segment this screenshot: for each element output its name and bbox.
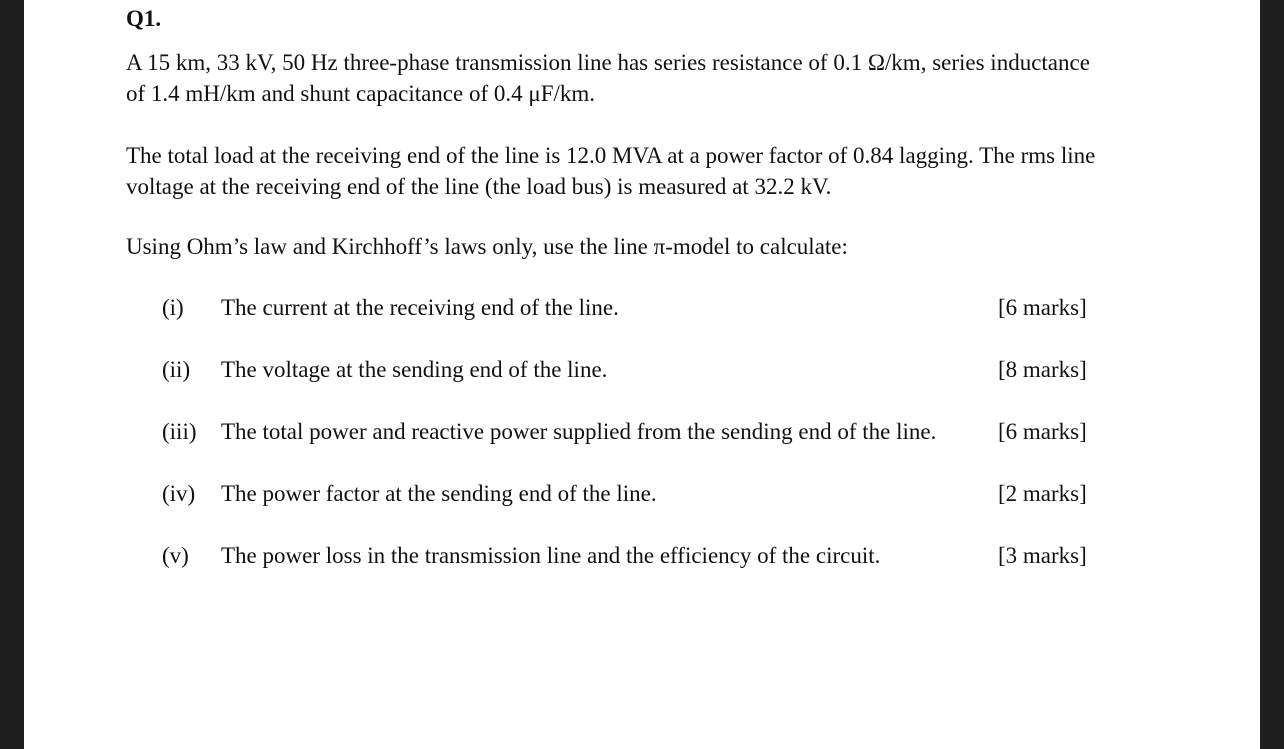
sub-question-text: The current at the receiving end of the line.: [221, 295, 619, 320]
paragraph-line: of 1.4 mH/km and shunt capacitance of 0.4 μF/km.: [126, 81, 596, 106]
line-specification-paragraph: [126, 47, 1166, 109]
sub-question-i: [126, 292, 1166, 323]
sub-question-marks: [8 marks]: [998, 357, 1087, 382]
document-page: [24, 0, 1260, 749]
paragraph-line: A 15 km, 33 kV, 50 Hz three-phase transmission line has series resistance of 0.1 Ω/km, series inductance: [126, 50, 1090, 75]
paragraph-line: voltage at the receiving end of the line (the load bus) is measured at 32.2 kV.: [126, 174, 832, 199]
sub-question-iii: [126, 416, 1166, 447]
question-title: Q1.: [126, 6, 162, 31]
sub-question-text: The total power and reactive power supplied from the sending end of the line.: [221, 419, 937, 444]
paragraph-line: The total load at the receiving end of the line is 12.0 MVA at a power factor of 0.84 lagging. The rms line: [126, 143, 1096, 168]
sub-question-marks: [2 marks]: [998, 481, 1087, 506]
sub-question-text: The power loss in the transmission line and the efficiency of the circuit.: [221, 543, 881, 568]
sub-question-number: (iii): [162, 419, 197, 444]
sub-question-text: The voltage at the sending end of the line.: [221, 357, 608, 382]
sub-question-number: (i): [162, 295, 184, 320]
sub-question-text: The power factor at the sending end of the line.: [221, 481, 657, 506]
sub-question-marks: [3 marks]: [998, 543, 1087, 568]
sub-question-iv: [126, 478, 1166, 509]
sub-question-v: [126, 540, 1166, 571]
sub-question-marks: [6 marks]: [998, 295, 1087, 320]
paragraph-line: Using Ohm’s law and Kirchhoff’s laws only, use the line π-model to calculate:: [126, 234, 848, 259]
sub-question-marks: [6 marks]: [998, 419, 1087, 444]
instruction-paragraph: [126, 231, 1166, 262]
sub-question-number: (ii): [162, 357, 191, 382]
load-specification-paragraph: [126, 140, 1166, 202]
sub-question-ii: [126, 354, 1166, 385]
sub-question-number: (v): [162, 543, 189, 568]
sub-question-number: (iv): [162, 481, 196, 506]
